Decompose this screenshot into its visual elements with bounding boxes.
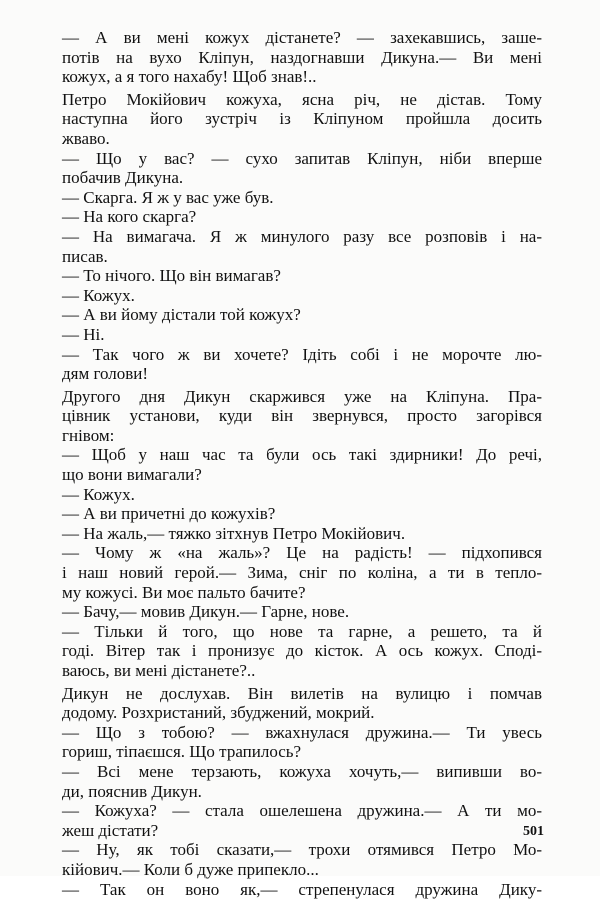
page-text bbox=[62, 28, 542, 899]
text-line: — А ви мені кожух дістанете? — захекавшись, заше- bbox=[62, 28, 542, 47]
page-number: 501 bbox=[523, 824, 544, 839]
text-line: — Бачу,— мовив Дикун.— Гарне, нове. bbox=[62, 602, 350, 622]
text-line: — Всі мене терзають, кожуха хочуть,— випивши во- bbox=[62, 761, 542, 781]
text-line: — Що у вас? — сухо запитав Кліпун, ніби вперше bbox=[62, 148, 542, 168]
text-line: кожух, а я того нахабу! Щоб знав!.. bbox=[62, 67, 317, 87]
text-line: гориш, тіпаєшся. Що трапилось? bbox=[62, 742, 302, 762]
text-line: дям голови! bbox=[62, 364, 149, 384]
text-line: — То нічого. Що він вимагав? bbox=[62, 266, 281, 286]
text-line: писав. bbox=[62, 246, 108, 266]
text-line: цівник установи, куди він звернувся, просто загорівся bbox=[62, 406, 542, 426]
text-line: потів на вухо Кліпун, наздогнавши Дикуна.— Ви мені bbox=[62, 47, 542, 67]
text-line: — Що з тобою? — вжахнулася дружина.— Ти увесь bbox=[62, 722, 542, 742]
text-line: — Чому ж «на жаль»? Це на радість! — підхопився bbox=[62, 543, 542, 563]
text-line: — Щоб у наш час та були ось такі здирники! До речі, bbox=[62, 445, 542, 465]
text-line: — На жаль,— тяжко зітхнув Петро Мокійович. bbox=[62, 523, 406, 543]
text-line: — Кожух. bbox=[62, 285, 135, 305]
text-line: — Кожух. bbox=[62, 484, 135, 504]
text-line: — На вимагача. Я ж минулого разу все розповів і на- bbox=[62, 226, 542, 246]
text-line: — Скарга. Я ж у вас уже був. bbox=[62, 187, 274, 207]
text-line: що вони вимагали? bbox=[62, 465, 202, 485]
text-line: побачив Дикуна. bbox=[62, 168, 184, 188]
text-line: додому. Розхристаний, збуджений, мокрий. bbox=[62, 703, 375, 723]
text-line: — Так чого ж ви хочете? Ідіть собі і не морочте лю- bbox=[62, 344, 542, 364]
text-line: Другого дня Дикун скаржився уже на Кліпуна. Пра- bbox=[62, 386, 542, 406]
text-line: — Так он воно як,— стрепенулася дружина Дику- bbox=[62, 879, 542, 899]
text-line: — А ви йому дістали той кожух? bbox=[62, 305, 301, 325]
text-line: гнівом: bbox=[62, 425, 115, 445]
text-line: Дикун не дослухав. Він вилетів на вулицю і помчав bbox=[62, 683, 542, 703]
text-line: і наш новий герой.— Зима, сніг по коліна, а ти в тепло- bbox=[62, 563, 542, 583]
text-line: кійович.— Коли б дуже припекло... bbox=[62, 859, 319, 879]
text-line: му кожусі. Ви моє пальто бачите? bbox=[62, 582, 306, 602]
text-line: — Ні. bbox=[62, 324, 105, 344]
text-line: жваво. bbox=[62, 128, 110, 148]
text-line: — На кого скарга? bbox=[62, 207, 197, 227]
text-line: — А ви причетні до кожухів? bbox=[62, 504, 276, 524]
text-line: ди, пояснив Дикун. bbox=[62, 781, 202, 801]
text-line: — Тільки й того, що нове та гарне, а решето, та й bbox=[62, 621, 542, 641]
text-line: Петро Мокійович кожуха, ясна річ, не дістав. Тому bbox=[62, 89, 542, 109]
text-line: жеш дістати? bbox=[62, 820, 159, 840]
text-line: — Кожуха? — стала ошелешена дружина.— А ти мо- bbox=[62, 801, 542, 821]
text-line: — Ну, як тобі сказати,— трохи отямився Петро Мо- bbox=[62, 840, 542, 860]
text-line: годі. Вітер так і пронизує до кісток. А ось кожух. Споді- bbox=[62, 641, 542, 661]
text-line: ваюсь, ви мені дістанете?.. bbox=[62, 661, 256, 680]
text-line: наступна його зустріч із Кліпуном пройшла досить bbox=[62, 109, 542, 129]
